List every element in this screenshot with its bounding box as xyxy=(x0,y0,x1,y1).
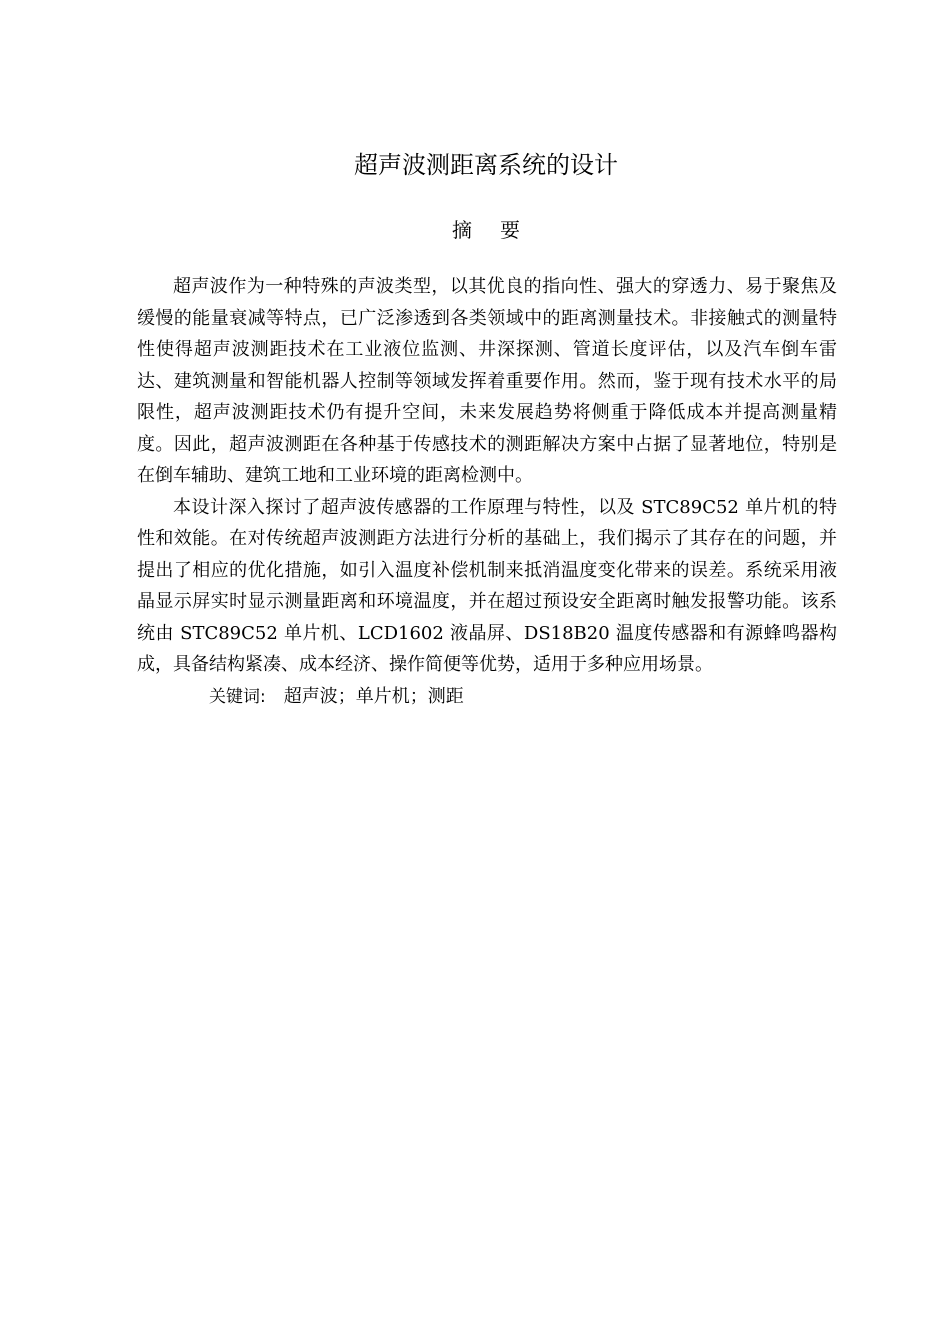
keywords-line xyxy=(137,681,837,714)
abstract-body xyxy=(137,271,837,713)
keywords-label: 关键词: xyxy=(209,686,266,707)
abstract-paragraph-2: 本设计深入探讨了超声波传感器的工作原理与特性，以及 STC89C52 单片机的特性和效能。在对传统超声波测距方法进行分析的基础上，我们揭示了其存在的问题，并提出了相应的优化措施，如引入温度补偿机制来抵消温度变化带来的误差。系统采用液晶显示屏实时显示测量距离和环境温度，并在超过预设安全距离时触发报警功能。该系统由 STC89C52 单片机、LCD1602 液晶屏、DS18B20 温度传感器和有源蜂鸣器构成，具备结构紧凑、成本经济、操作简便等优势，适用于多种应用场景。 xyxy=(137,496,837,675)
abstract-heading-char-2: 要 xyxy=(500,218,520,242)
document-title: 超声波测距离系统的设计 xyxy=(354,151,618,179)
abstract-heading-char-1: 摘 xyxy=(452,218,472,242)
keywords-value: 超声波；单片机；测距 xyxy=(283,685,464,707)
abstract-heading xyxy=(0,216,950,244)
abstract-paragraph-1: 超声波作为一种特殊的声波类型，以其优良的指向性、强大的穿透力、易于聚焦及缓慢的能量衰减等特点，已广泛渗透到各类领域中的距离测量技术。非接触式的测量特性使得超声波测距技术在工业液位监测、井深探测、管道长度评估，以及汽车倒车雷达、建筑测量和智能机器人控制等领域发挥着重要作用。然而，鉴于现有技术水平的局限性，超声波测距技术仍有提升空间，未来发展趋势将侧重于降低成本并提高测量精度。因此，超声波测距在各种基于传感技术的测距解决方案中占据了显著地位，特别是在倒车辅助、建筑工地和工业环境的距离检测中。 xyxy=(137,276,837,486)
